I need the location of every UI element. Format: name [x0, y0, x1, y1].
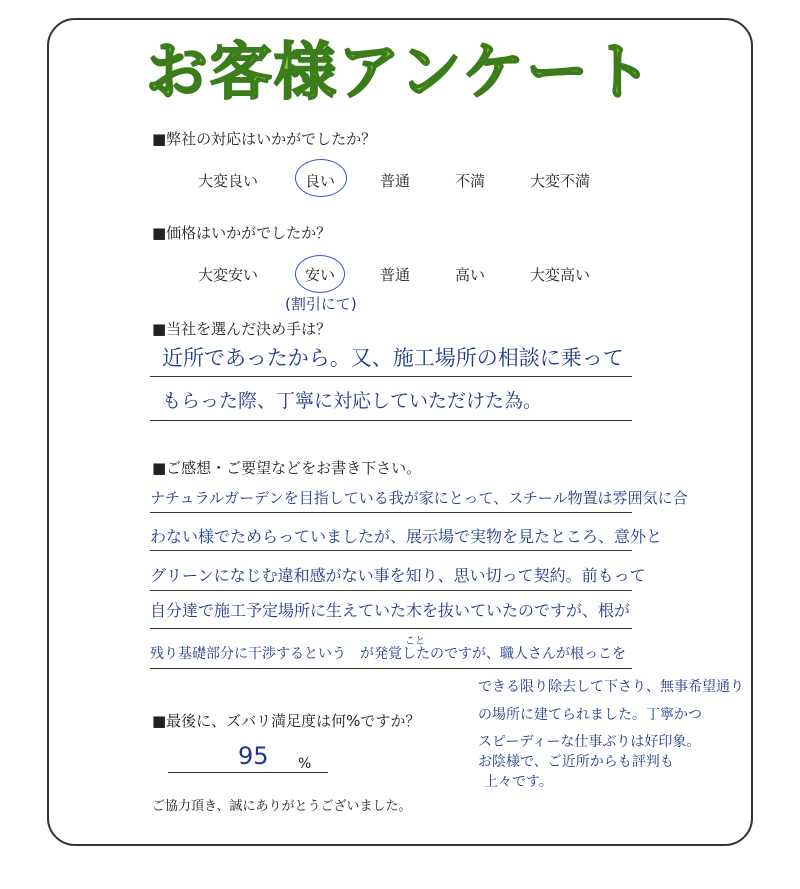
comment-line-2: わない様でためらっていましたが、展示場で実物を見たところ、意外と	[150, 527, 663, 546]
comment-line-5: 残り基礎部分に干渉するという が発覚したのですが、職人さんが根っこを	[150, 646, 626, 662]
thank-you-footer: ご協力頂き、誠にありがとうございました。	[152, 799, 412, 814]
comment-line-1: ナチュラルガーデンを目指している我が家にとって、スチール物置は雰囲気に合	[150, 489, 688, 507]
reason-rule-1	[150, 376, 632, 377]
question-service: ■弊社の対応はいかがでしたか？	[152, 130, 377, 148]
option-dissatisfied: 不満	[455, 172, 486, 190]
comment-line-8: スピーディーな仕事ぶりは好印象。	[478, 734, 701, 750]
comment-line-4: 自分達で施工予定場所に生えていた木を抜いていたのですが、根が	[150, 601, 631, 620]
price-note: (割引にて)	[285, 295, 357, 313]
comment-insert-mark: こと	[405, 636, 425, 647]
reason-line-1: 近所であったから。又、施工場所の相談に乗って	[162, 346, 624, 370]
option-normal-price: 普通	[380, 266, 411, 284]
option-very-expensive: 大変高い	[530, 266, 591, 284]
comment-rule-2	[150, 550, 632, 551]
option-very-good: 大変良い	[198, 172, 259, 190]
option-very-cheap: 大変安い	[198, 266, 259, 284]
option-cheap: 安い	[305, 266, 336, 284]
comment-line-10: 上々です。	[484, 774, 553, 790]
satisfaction-rule	[168, 772, 328, 773]
comment-rule-3	[150, 590, 632, 591]
question-comments: ■ご感想・ご要望などをお書き下さい。	[152, 459, 422, 477]
comment-line-6: できる限り除去して下さり、無事希望通り	[478, 679, 744, 695]
reason-rule-2	[150, 420, 632, 421]
question-price: ■価格はいかがでしたか？	[152, 224, 332, 242]
comment-rule-5	[150, 668, 632, 669]
satisfaction-unit: %	[298, 756, 312, 772]
question-satisfaction: ■最後に、ズバリ満足度は何%ですか？	[152, 712, 421, 730]
satisfaction-value: 95	[238, 742, 269, 770]
option-very-dissatisfied: 大変不満	[530, 172, 591, 190]
reason-line-2: もらった際、丁寧に対応していただけた為。	[162, 390, 543, 412]
survey-title: お客様アンケート	[145, 35, 655, 108]
comment-line-9: お陰様で、ご近所からも評判も	[478, 754, 674, 770]
comment-line-3: グリーンになじむ違和感がない事を知り、思い切って契約。前もって	[150, 566, 646, 585]
option-normal: 普通	[380, 172, 411, 190]
comment-line-7: の場所に建てられました。丁寧かつ	[478, 707, 702, 723]
question-reason: ■当社を選んだ決め手は？	[152, 320, 332, 338]
option-expensive: 高い	[455, 266, 486, 284]
comment-rule-1	[150, 512, 632, 513]
selected-circle-service	[295, 159, 347, 197]
option-good: 良い	[305, 172, 336, 190]
comment-rule-4	[150, 628, 632, 629]
selected-circle-price	[295, 255, 345, 293]
